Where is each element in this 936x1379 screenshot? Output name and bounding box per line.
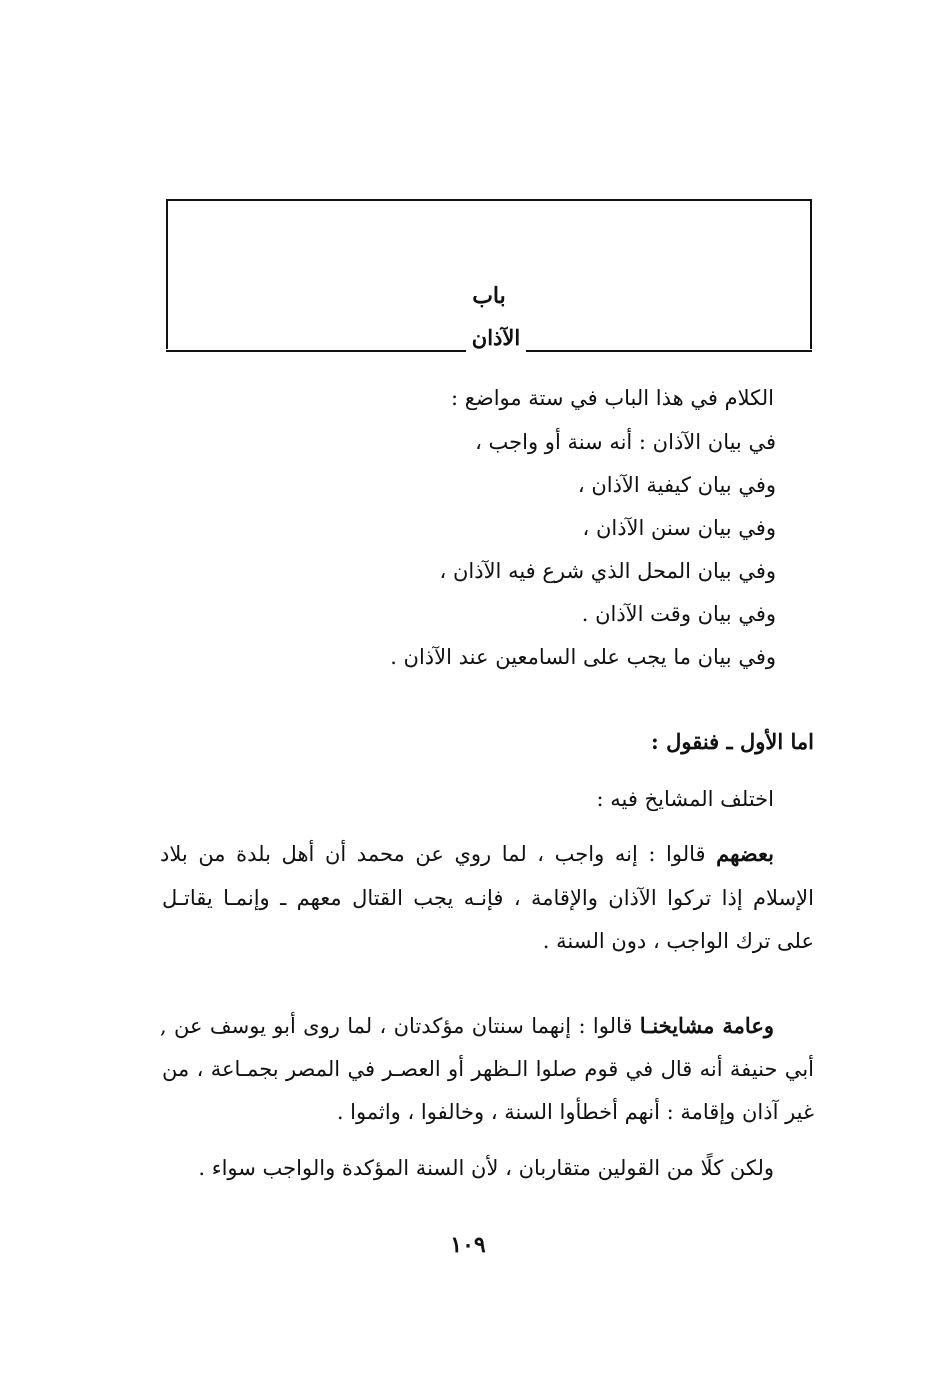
chapter-title-row	[166, 325, 812, 353]
intro-line: وفي بيان ما يجب على السامعين عند الآذان .	[390, 645, 776, 669]
paragraph-line	[160, 839, 774, 869]
chapter-rule-left	[166, 350, 466, 352]
section-subheading: اختلف المشايخ فيه :	[596, 787, 774, 811]
chapter-label: باب	[472, 283, 506, 309]
chapter-title: الآذان	[471, 325, 521, 350]
paragraph-text: قالوا : إنهما سنتان مؤكدتان ، لما روى أبو يوسف عن ,	[160, 1014, 640, 1038]
paragraph-line: أبي حنيفة أنه قال في قوم صلوا الـظهر أو العصـر في المصر بجمـاعة ، من	[162, 1057, 814, 1081]
section-heading: اما الأول ـ فنقول :	[651, 729, 814, 754]
paragraph-line: غير آذان وإقامة : أنهم أخطأوا السنة ، وخالفوا ، واثموا .	[336, 1100, 814, 1124]
paragraph-line: الإسلام إذا تركوا الآذان والإقامة ، فإنـه يجب القتال معهم ـ وإنمـا يقاتـل	[162, 886, 814, 910]
intro-line: وفي بيان المحل الذي شرع فيه الآذان ،	[439, 559, 776, 583]
intro-line: في بيان الآذان : أنه سنة أو واجب ،	[475, 430, 776, 454]
chapter-rule-right	[526, 350, 812, 352]
intro-line: الكلام في هذا الباب في ستة مواضع :	[450, 386, 774, 410]
intro-line: وفي بيان وقت الآذان .	[581, 602, 776, 626]
conclusion-line: ولكن كلًا من القولين متقاربان ، لأن السنة المؤكدة والواجب سواء .	[198, 1156, 774, 1180]
paragraph-lead: وعامة مشايخنـا	[639, 1013, 774, 1038]
page-number: ١٠٩	[450, 1232, 486, 1258]
intro-line: وفي بيان كيفية الآذان ،	[577, 473, 776, 497]
chapter-heading-box	[166, 199, 812, 349]
paragraph-line: على ترك الواجب ، دون السنة .	[542, 929, 814, 953]
paragraph-text: قالوا : إنه واجب ، لما روي عن محمد أن أهل بلدة من بلاد	[160, 842, 717, 866]
intro-line: وفي بيان سنن الآذان ،	[582, 516, 776, 540]
paragraph-lead: بعضهم	[716, 841, 774, 866]
paragraph-line	[160, 1011, 774, 1041]
